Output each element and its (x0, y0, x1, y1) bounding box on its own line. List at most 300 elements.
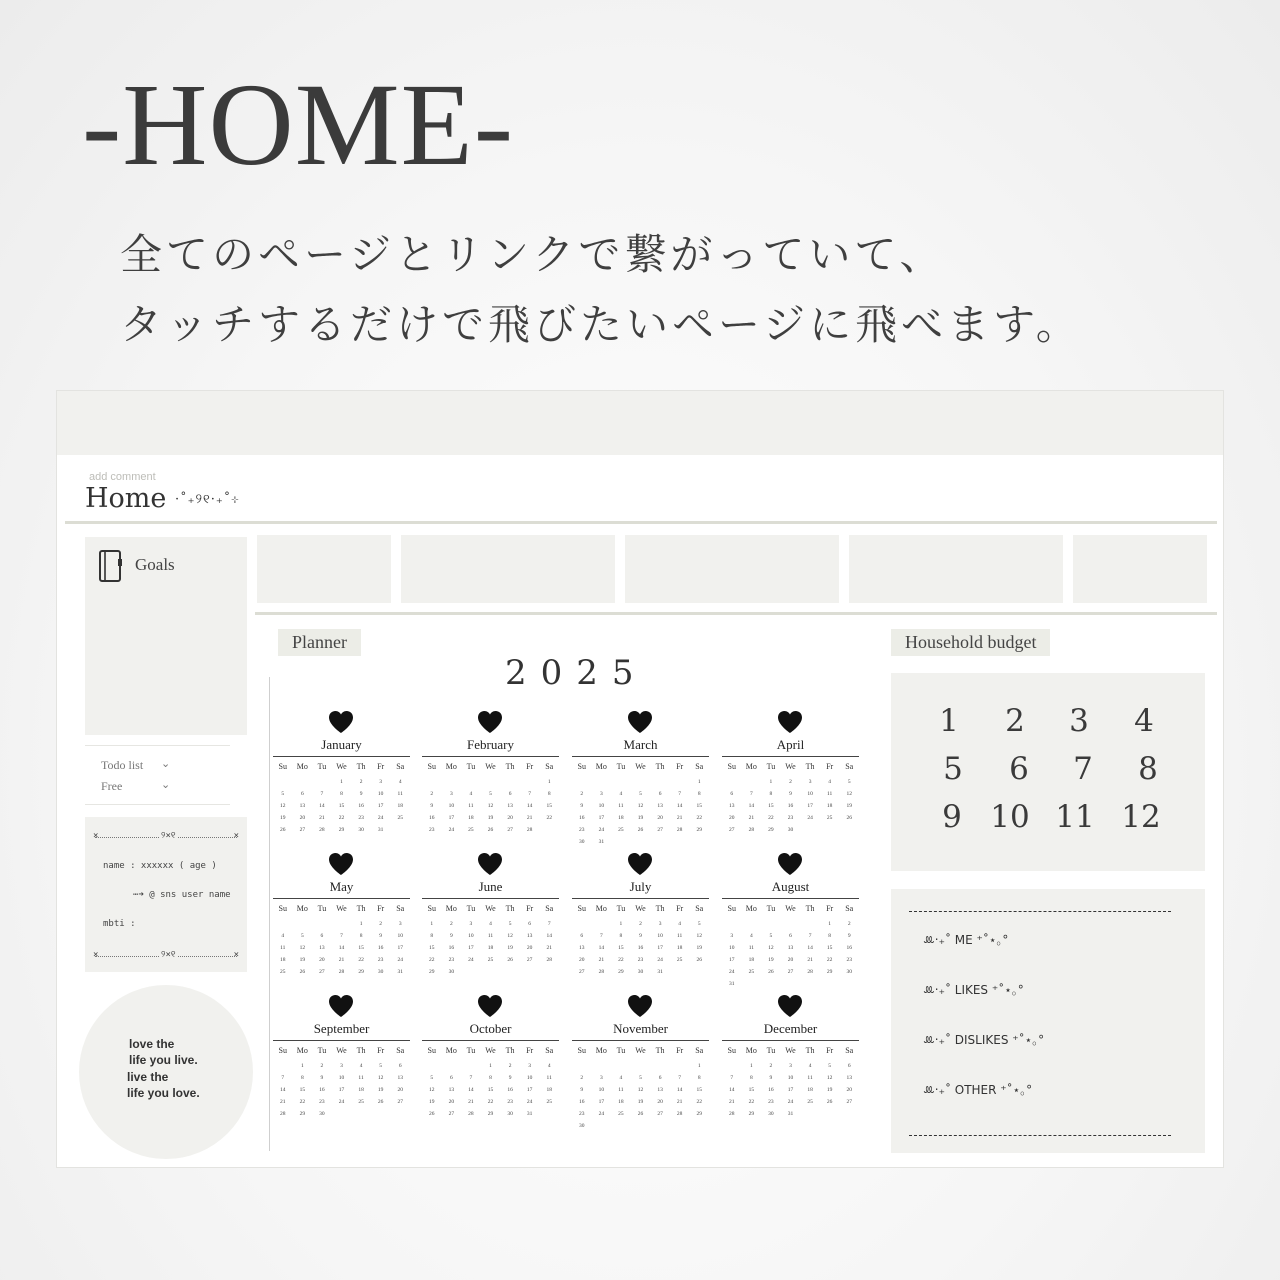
day-cell: 15 (826, 945, 833, 951)
weekday-label: Tu (766, 1046, 776, 1055)
day-blank (481, 779, 501, 791)
day-cell: 28 (676, 827, 683, 833)
day-cell: 29 (696, 827, 702, 833)
chevron-down-icon[interactable]: ⌄ (161, 779, 171, 791)
day-cell: 2 (508, 1063, 512, 1069)
day-cell: 26 (487, 827, 494, 833)
quote-circle (79, 985, 253, 1159)
heart-icon[interactable] (626, 851, 654, 877)
day-cell: 10 (377, 791, 384, 797)
heart-icon[interactable] (776, 709, 804, 735)
weekday-label: Th (805, 762, 815, 771)
day-grid (722, 779, 859, 839)
day-cell: 10 (807, 791, 813, 797)
day-cell: 25 (280, 969, 286, 975)
day-cell: 15 (618, 945, 624, 951)
day-cell: 30 (637, 969, 644, 975)
link-tile[interactable] (401, 535, 615, 603)
about-item-other[interactable]: ꔛ‧₊˚ OTHER ⁺˚⋆｡° (923, 1083, 1033, 1097)
day-cell: 22 (696, 815, 702, 821)
divider-end-mark: × (233, 950, 239, 960)
toggle-list (85, 745, 230, 805)
about-item-likes[interactable]: ꔛ‧₊˚ LIKES ⁺˚⋆｡° (923, 983, 1024, 997)
day-cell: 28 (807, 969, 813, 975)
weekday-label: Th (805, 904, 815, 913)
weekday-header (273, 1046, 410, 1055)
day-cell: 9 (789, 791, 792, 797)
day-cell: 24 (448, 827, 455, 833)
day-cell: 8 (489, 1075, 492, 1081)
weekday-header (422, 762, 559, 771)
day-cell: 15 (546, 803, 552, 809)
page-title-decoration: ·˚₊୨୧·₊˚⊹ (174, 492, 240, 507)
day-cell: 27 (657, 1111, 663, 1117)
month-august[interactable] (722, 851, 859, 991)
budget-month-link[interactable]: 10 (990, 799, 1030, 835)
month-march[interactable] (572, 709, 709, 849)
day-cell: 15 (299, 1087, 306, 1093)
day-cell: 27 (579, 969, 585, 975)
planner-label: Planner (278, 629, 361, 656)
day-cell: 27 (787, 969, 794, 975)
day-cell: 25 (358, 1099, 364, 1105)
day-cell: 18 (807, 1087, 813, 1093)
day-cell: 13 (657, 1087, 663, 1093)
budget-month-link[interactable]: 7 (1073, 751, 1093, 787)
day-cell: 29 (696, 1111, 702, 1117)
budget-month-link[interactable]: 5 (943, 751, 963, 787)
weekday-label: Fr (526, 762, 534, 771)
day-cell: 3 (449, 791, 453, 797)
day-cell: 10 (338, 1075, 345, 1081)
day-cell: 5 (281, 791, 285, 797)
day-cell: 9 (320, 1075, 324, 1081)
month-name: February (467, 737, 514, 752)
day-cell: 10 (448, 803, 455, 809)
day-cell: 6 (730, 791, 734, 797)
day-cell: 22 (546, 815, 552, 821)
day-cell: 18 (358, 1087, 364, 1093)
toggle-label: Free (101, 779, 123, 793)
day-cell: 20 (319, 957, 325, 963)
day-cell: 14 (319, 803, 325, 809)
budget-month-link[interactable]: 1 (939, 703, 959, 739)
day-cell: 12 (280, 803, 286, 809)
add-comment-button[interactable]: add comment (89, 471, 156, 483)
weekday-header (572, 762, 709, 771)
weekday-label: Mo (595, 904, 607, 913)
day-cell: 11 (748, 945, 754, 951)
link-tile[interactable] (625, 535, 839, 603)
day-cell: 2 (379, 921, 382, 927)
divider-center-mark: ୨×୧ (161, 950, 176, 960)
section-divider (255, 612, 1217, 615)
header-divider (65, 521, 1217, 524)
budget-month-link[interactable]: 12 (1121, 799, 1161, 835)
cover-banner[interactable] (57, 391, 1223, 455)
weekday-label: Fr (526, 904, 534, 913)
heart-icon[interactable] (476, 851, 504, 877)
weekday-label: Sa (695, 904, 704, 913)
day-cell: 30 (319, 1111, 325, 1117)
weekday-label: Su (727, 1046, 736, 1055)
day-cell: 30 (448, 969, 455, 975)
day-cell: 6 (300, 791, 304, 797)
month-may[interactable] (273, 851, 410, 991)
day-cell: 8 (769, 791, 773, 797)
day-cell: 20 (846, 1087, 852, 1093)
day-cell: 13 (787, 945, 794, 951)
planner-vertical-rule (269, 677, 270, 1151)
month-october[interactable] (422, 993, 559, 1133)
month-july[interactable] (572, 851, 709, 991)
day-cell: 8 (697, 1075, 701, 1081)
day-cell: 23 (358, 815, 364, 821)
toggle-todo-list[interactable] (101, 758, 171, 773)
weekday-label: Tu (317, 904, 327, 913)
weekday-label: Su (577, 762, 586, 771)
weekday-label: Mo (745, 904, 757, 913)
day-cell: 25 (618, 1111, 624, 1117)
budget-month-link[interactable]: 11 (1055, 799, 1095, 835)
day-blank (592, 1063, 612, 1075)
link-tile[interactable] (849, 535, 1063, 603)
weekday-label: We (785, 762, 796, 771)
weekday-header (722, 1046, 859, 1055)
day-cell: 28 (280, 1111, 286, 1117)
day-blank (592, 779, 612, 791)
day-cell: 20 (579, 957, 585, 963)
day-blank (422, 1063, 442, 1075)
weekday-label: Fr (377, 762, 385, 771)
day-cell: 5 (828, 1063, 831, 1069)
day-cell: 5 (769, 933, 773, 939)
day-cell: 11 (358, 1075, 364, 1081)
day-cell: 14 (807, 945, 813, 951)
day-cell: 15 (358, 945, 364, 951)
about-item-me[interactable]: ꔛ‧₊˚ ME ⁺˚⋆｡° (923, 933, 1009, 947)
weekday-label: Tu (766, 762, 776, 771)
day-cell: 8 (619, 933, 623, 939)
month-june[interactable] (422, 851, 559, 991)
heart-icon[interactable] (476, 993, 504, 1019)
day-cell: 8 (697, 791, 701, 797)
day-cell: 27 (657, 827, 663, 833)
day-cell: 16 (787, 803, 794, 809)
weekday-label: Tu (317, 1046, 327, 1055)
day-cell: 19 (846, 803, 852, 809)
day-cell: 3 (599, 1075, 603, 1081)
notebook-icon (97, 549, 125, 583)
day-cell: 16 (448, 945, 455, 951)
day-blank (670, 1063, 690, 1075)
day-cell: 17 (787, 1087, 794, 1093)
day-cell: 11 (397, 791, 403, 797)
day-cell: 13 (729, 803, 735, 809)
day-cell: 14 (748, 803, 755, 809)
day-cell: 1 (749, 1063, 753, 1069)
day-cell: 17 (807, 803, 813, 809)
about-item-dislikes[interactable]: ꔛ‧₊˚ DISLIKES ⁺˚⋆｡° (923, 1033, 1045, 1047)
heart-icon[interactable] (776, 851, 804, 877)
day-cell: 12 (299, 945, 306, 951)
day-cell: 31 (397, 969, 403, 975)
budget-month-link[interactable]: 8 (1138, 751, 1158, 787)
day-cell: 24 (787, 1099, 794, 1105)
day-cell: 21 (338, 957, 345, 963)
day-blank (742, 779, 762, 791)
day-cell: 5 (639, 791, 642, 797)
day-cell: 15 (696, 1087, 702, 1093)
day-cell: 12 (507, 933, 513, 939)
day-cell: 16 (507, 1087, 513, 1093)
dashed-divider (909, 1135, 1171, 1136)
day-cell: 6 (847, 1063, 851, 1069)
day-blank (273, 921, 293, 933)
day-cell: 3 (398, 921, 402, 927)
divider-end-mark: × (233, 831, 239, 841)
month-rule (422, 756, 559, 757)
day-cell: 26 (429, 1111, 435, 1117)
month-february[interactable] (422, 709, 559, 849)
day-cell: 8 (749, 1075, 753, 1081)
profile-name: name : xxxxxx ( age ) (103, 861, 217, 871)
day-cell: 2 (449, 921, 453, 927)
weekday-label: Su (278, 1046, 287, 1055)
day-cell: 28 (729, 1111, 735, 1117)
weekday-header (273, 904, 410, 913)
weekday-label: Th (505, 1046, 515, 1055)
weekday-label: We (485, 1046, 496, 1055)
day-cell: 3 (730, 933, 734, 939)
heart-icon[interactable] (476, 709, 504, 735)
weekday-label: Fr (826, 904, 834, 913)
weekday-label: Fr (826, 762, 834, 771)
day-cell: 11 (826, 791, 833, 797)
day-cell: 26 (377, 1099, 384, 1105)
month-december[interactable] (722, 993, 859, 1133)
weekday-label: We (485, 762, 496, 771)
day-cell: 11 (807, 1075, 813, 1081)
day-grid (572, 1063, 709, 1135)
day-cell: 23 (846, 957, 852, 963)
budget-month-link[interactable]: 4 (1134, 703, 1154, 739)
weekday-label: Th (655, 904, 665, 913)
day-blank (742, 921, 762, 933)
day-cell: 2 (430, 791, 434, 797)
month-rule (273, 898, 410, 899)
day-cell: 4 (469, 791, 473, 797)
day-cell: 13 (526, 933, 533, 939)
day-cell: 16 (579, 815, 585, 821)
weekday-label: We (336, 1046, 347, 1055)
day-cell: 22 (487, 1099, 494, 1105)
heart-icon[interactable] (626, 709, 654, 735)
day-cell: 21 (676, 1099, 683, 1105)
day-blank (273, 779, 293, 791)
weekday-label: Tu (766, 904, 776, 913)
weekday-label: Mo (745, 762, 757, 771)
day-cell: 11 (468, 803, 474, 809)
day-cell: 19 (377, 1087, 384, 1093)
day-cell: 16 (358, 803, 364, 809)
day-cell: 15 (429, 945, 435, 951)
day-cell: 9 (359, 791, 363, 797)
day-cell: 9 (847, 933, 851, 939)
day-cell: 27 (397, 1099, 403, 1105)
day-cell: 7 (469, 1075, 473, 1081)
day-cell: 4 (619, 1075, 623, 1081)
day-cell: 10 (468, 933, 474, 939)
day-blank (461, 779, 481, 791)
day-blank (273, 1063, 293, 1075)
month-name: September (313, 1021, 370, 1036)
day-cell: 2 (580, 1075, 584, 1081)
month-november[interactable] (572, 993, 709, 1133)
day-cell: 10 (598, 803, 605, 809)
day-cell: 24 (807, 815, 813, 821)
day-cell: 31 (526, 1111, 533, 1117)
day-cell: 16 (429, 815, 435, 821)
weekday-label: Mo (595, 762, 607, 771)
day-blank (631, 779, 651, 791)
day-cell: 6 (508, 791, 512, 797)
day-cell: 19 (637, 815, 644, 821)
quote-line: love the (129, 1037, 175, 1051)
day-cell: 11 (487, 933, 494, 939)
month-rule (572, 898, 709, 899)
day-cell: 28 (676, 1111, 683, 1117)
day-cell: 14 (676, 1087, 683, 1093)
day-cell: 12 (696, 933, 702, 939)
month-april[interactable] (722, 709, 859, 849)
day-cell: 4 (398, 779, 402, 785)
day-cell: 23 (448, 957, 455, 963)
day-cell: 30 (579, 839, 585, 845)
day-cell: 18 (468, 815, 474, 821)
day-cell: 26 (507, 957, 513, 963)
day-cell: 22 (358, 957, 364, 963)
day-cell: 13 (579, 945, 585, 951)
chevron-down-icon[interactable]: ⌄ (161, 758, 171, 770)
day-cell: 15 (338, 803, 345, 809)
day-cell: 2 (359, 779, 363, 785)
day-cell: 9 (508, 1075, 512, 1081)
day-cell: 29 (768, 827, 774, 833)
day-cell: 11 (618, 803, 624, 809)
weekday-label: Su (278, 762, 287, 771)
day-blank (631, 1063, 651, 1075)
day-cell: 17 (377, 803, 384, 809)
divider-end-mark: × (93, 831, 99, 841)
day-cell: 25 (618, 827, 624, 833)
day-cell: 7 (808, 933, 812, 939)
day-blank (572, 1063, 592, 1075)
goals-link[interactable] (85, 537, 247, 735)
budget-month-link[interactable]: 9 (942, 799, 962, 835)
day-cell: 28 (338, 969, 345, 975)
day-cell: 24 (338, 1099, 345, 1105)
link-tile[interactable] (257, 535, 391, 603)
day-grid (273, 779, 410, 839)
month-rule (422, 1040, 559, 1041)
day-cell: 3 (599, 791, 603, 797)
day-cell: 26 (768, 969, 774, 975)
day-grid (722, 1063, 859, 1123)
about-me-card (891, 889, 1205, 1153)
day-cell: 19 (826, 1087, 833, 1093)
day-cell: 9 (639, 933, 642, 939)
day-cell: 20 (526, 945, 533, 951)
heart-icon[interactable] (327, 851, 355, 877)
month-january[interactable] (273, 709, 410, 849)
weekday-label: Tu (466, 762, 476, 771)
weekday-label: Mo (296, 1046, 308, 1055)
day-cell: 23 (637, 957, 644, 963)
weekday-label: Tu (616, 904, 626, 913)
day-grid (722, 921, 859, 993)
day-blank (312, 921, 332, 933)
day-cell: 27 (299, 827, 306, 833)
day-blank (722, 779, 742, 791)
weekday-label: Su (278, 904, 287, 913)
budget-month-link[interactable]: 3 (1069, 703, 1089, 739)
weekday-header (422, 1046, 559, 1055)
weekday-label: Tu (616, 762, 626, 771)
link-tile[interactable] (1073, 535, 1207, 603)
heart-icon[interactable] (327, 709, 355, 735)
day-cell: 15 (696, 803, 702, 809)
day-cell: 26 (299, 969, 306, 975)
day-cell: 1 (697, 779, 701, 785)
day-cell: 3 (808, 779, 812, 785)
day-cell: 6 (320, 933, 324, 939)
heart-icon[interactable] (626, 993, 654, 1019)
month-september[interactable] (273, 993, 410, 1133)
weekday-label: Th (505, 904, 515, 913)
toggle-free[interactable] (101, 779, 171, 794)
weekday-label: We (336, 904, 347, 913)
day-cell: 20 (729, 815, 735, 821)
day-cell: 5 (639, 1075, 642, 1081)
day-cell: 28 (598, 969, 605, 975)
day-cell: 21 (729, 1099, 735, 1105)
day-cell: 26 (637, 1111, 644, 1117)
day-cell: 5 (300, 933, 304, 939)
day-cell: 13 (299, 803, 306, 809)
divider-center-mark: ୨×୧ (161, 831, 176, 841)
day-cell: 5 (508, 921, 512, 927)
heart-icon[interactable] (327, 993, 355, 1019)
weekday-label: Mo (296, 762, 308, 771)
day-cell: 27 (846, 1099, 852, 1105)
day-cell: 15 (768, 803, 774, 809)
heart-icon[interactable] (776, 993, 804, 1019)
day-cell: 12 (637, 803, 644, 809)
day-cell: 12 (377, 1075, 384, 1081)
day-cell: 24 (397, 957, 403, 963)
day-cell: 2 (769, 1063, 773, 1069)
day-cell: 2 (847, 921, 851, 927)
day-cell: 9 (769, 1075, 773, 1081)
budget-month-link[interactable]: 2 (1005, 703, 1025, 739)
weekday-header (722, 762, 859, 771)
budget-month-link[interactable]: 6 (1009, 751, 1029, 787)
day-cell: 29 (299, 1111, 306, 1117)
day-cell: 1 (828, 921, 831, 927)
day-cell: 23 (429, 827, 435, 833)
day-cell: 4 (547, 1063, 551, 1069)
